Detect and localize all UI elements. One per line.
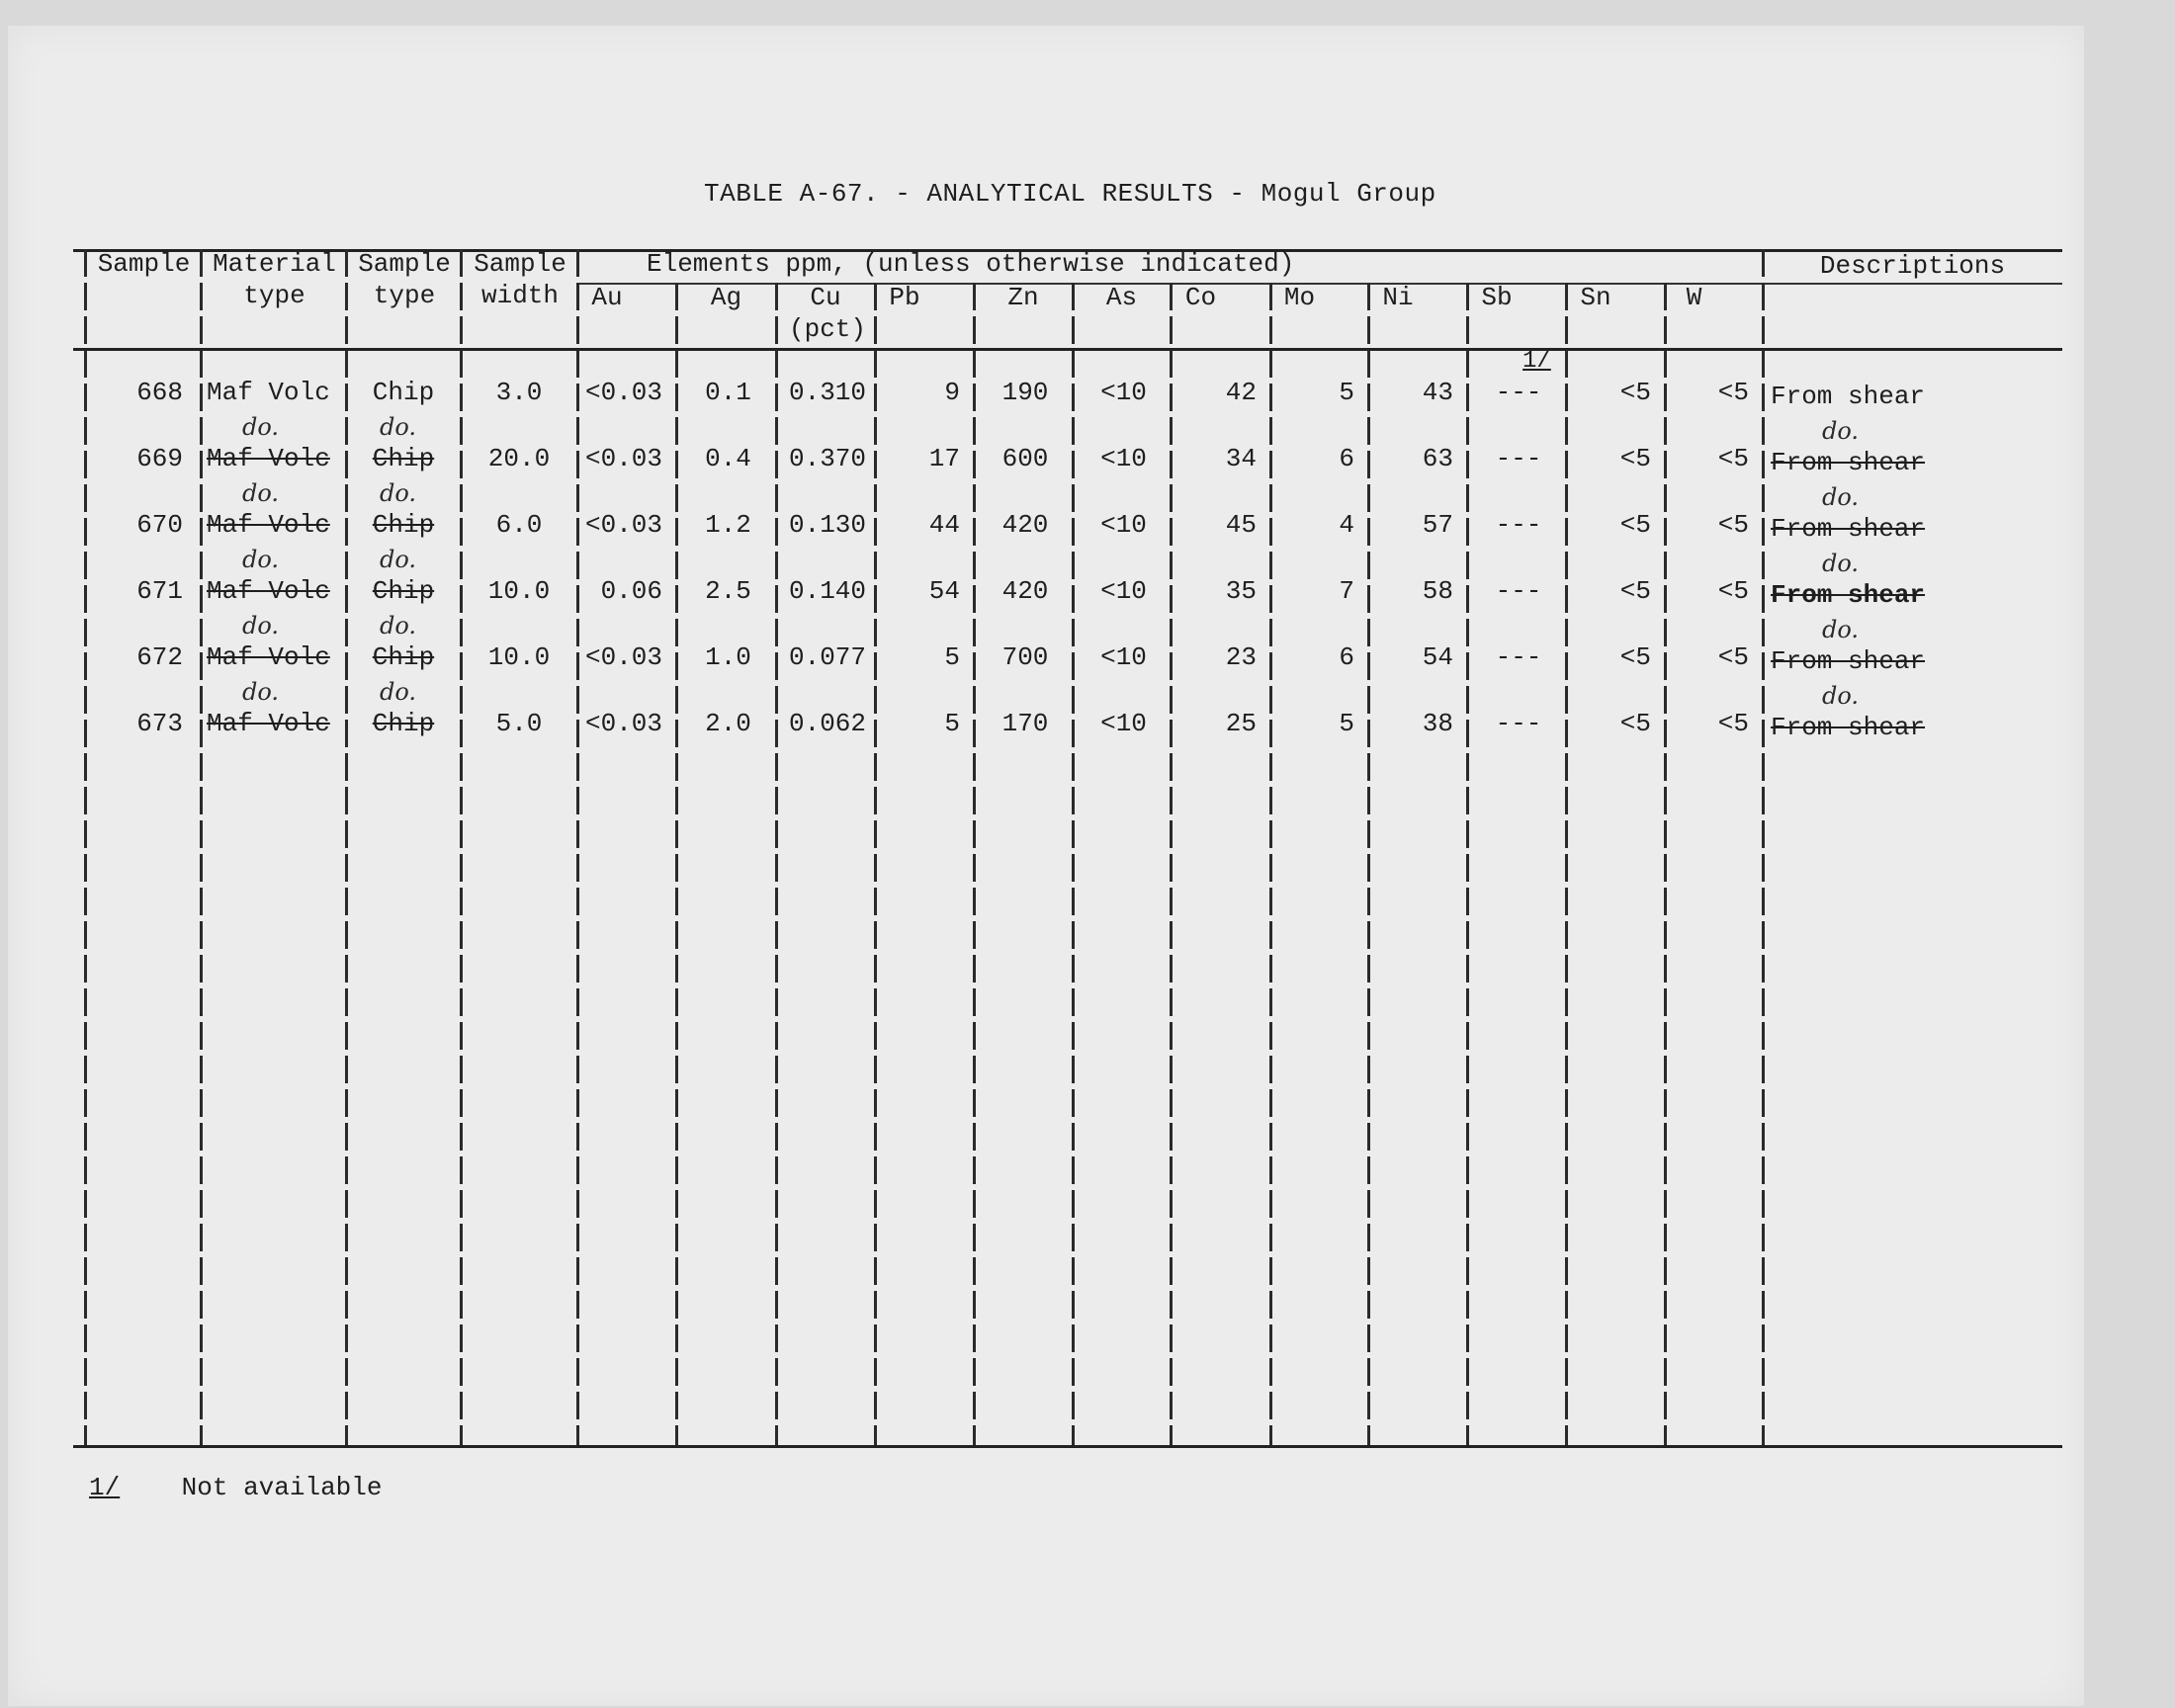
cell-ag: 0.1 <box>705 378 751 407</box>
header-descriptions: Descriptions <box>1819 251 2006 281</box>
column-rule <box>1762 249 1765 1445</box>
cell-as: <10 <box>1100 576 1147 606</box>
ditto-mark: do. <box>380 678 417 706</box>
cell-material-type: Maf Volc <box>207 576 330 606</box>
cell-ag: 2.5 <box>705 576 751 606</box>
cell-pb: 17 <box>928 444 960 473</box>
cell-co: 23 <box>1225 642 1257 672</box>
cell-mo: 6 <box>1339 642 1354 672</box>
cell-sn: <5 <box>1619 444 1651 473</box>
ditto-mark: do. <box>242 546 280 573</box>
cell-zn: 170 <box>1001 709 1049 738</box>
cell-cu: 0.077 <box>788 642 866 672</box>
ditto-mark: do. <box>380 546 417 573</box>
cell-sample-type: Chip <box>372 510 435 540</box>
cell-zn: 190 <box>1001 378 1049 407</box>
cell-sn: <5 <box>1619 642 1651 672</box>
cell-sample-width: 3.0 <box>495 378 543 407</box>
cell-zn: 420 <box>1001 510 1049 540</box>
header-zn: Zn <box>1007 283 1039 312</box>
header-mo: Mo <box>1283 283 1316 312</box>
cell-pb: 44 <box>928 510 960 540</box>
cell-mo: 5 <box>1339 709 1354 738</box>
cell-sb: --- <box>1495 378 1542 407</box>
column-rule <box>460 249 463 1445</box>
cell-description: From shear <box>1771 448 1926 477</box>
cell-ni: 54 <box>1422 642 1453 672</box>
cell-sb: --- <box>1495 510 1542 540</box>
cell-sample: 671 <box>136 576 183 606</box>
cell-zn: 700 <box>1001 642 1049 672</box>
cell-sample-width: 6.0 <box>495 510 543 540</box>
header-material: Material <box>213 249 336 279</box>
cell-ag: 1.0 <box>705 642 751 672</box>
cell-ni: 38 <box>1422 709 1453 738</box>
column-rule <box>1466 283 1469 1445</box>
column-rule <box>675 283 678 1445</box>
cell-sb: --- <box>1495 576 1542 606</box>
column-rule <box>345 249 348 1445</box>
cell-sample: 669 <box>136 444 183 473</box>
cell-mo: 5 <box>1339 378 1354 407</box>
cell-ag: 2.0 <box>705 709 751 738</box>
cell-as: <10 <box>1100 642 1147 672</box>
header-w: W <box>1686 283 1702 312</box>
cell-sb: --- <box>1495 642 1542 672</box>
cell-ni: 63 <box>1422 444 1453 473</box>
cell-au: <0.03 <box>584 444 662 473</box>
cell-pb: 5 <box>944 709 960 738</box>
footnote-mark: 1/ <box>89 1473 121 1502</box>
cell-sample: 670 <box>136 510 183 540</box>
cell-cu: 0.140 <box>788 576 866 606</box>
cell-ag: 1.2 <box>705 510 751 540</box>
cell-sample-width: 10.0 <box>487 642 551 672</box>
cell-sn: <5 <box>1619 378 1651 407</box>
column-rule <box>1367 283 1370 1445</box>
cell-pb: 9 <box>944 378 960 407</box>
cell-au: <0.03 <box>584 378 662 407</box>
cell-co: 45 <box>1225 510 1257 540</box>
cell-cu: 0.062 <box>788 709 866 738</box>
header-cu: Cu <box>810 283 841 312</box>
header-sb: Sb <box>1481 283 1513 312</box>
cell-w: <5 <box>1717 378 1749 407</box>
cell-zn: 600 <box>1001 444 1049 473</box>
header-cu-unit: (pct) <box>788 314 866 344</box>
ditto-mark: do. <box>1822 417 1860 445</box>
cell-as: <10 <box>1100 378 1147 407</box>
header-ag: Ag <box>710 283 742 312</box>
cell-material-type: Maf Volc <box>207 642 330 672</box>
footnote-text: Not available <box>181 1473 383 1502</box>
cell-description: From shear <box>1771 382 1926 411</box>
ditto-mark: do. <box>1822 483 1860 511</box>
cell-sample: 672 <box>136 642 183 672</box>
cell-sample-type: Chip <box>372 576 435 606</box>
column-rule <box>973 283 976 1445</box>
header-sn: Sn <box>1580 283 1611 312</box>
cell-w: <5 <box>1717 642 1749 672</box>
cell-material-type: Maf Volc <box>207 444 330 473</box>
cell-mo: 4 <box>1339 510 1354 540</box>
header-pb: Pb <box>889 283 920 312</box>
cell-sample-type: Chip <box>372 642 435 672</box>
cell-sample-type: Chip <box>372 378 435 407</box>
ditto-mark: do. <box>242 678 280 706</box>
cell-sn: <5 <box>1619 576 1651 606</box>
cell-material-type: Maf Volc <box>207 510 330 540</box>
cell-au: 0.06 <box>600 576 662 606</box>
cell-ni: 43 <box>1422 378 1453 407</box>
cell-material-type: Maf Volc <box>207 709 330 738</box>
cell-pb: 54 <box>928 576 960 606</box>
cell-mo: 7 <box>1339 576 1354 606</box>
header-co: Co <box>1184 283 1217 312</box>
cell-pb: 5 <box>944 642 960 672</box>
cell-as: <10 <box>1100 510 1147 540</box>
cell-zn: 420 <box>1001 576 1049 606</box>
cell-cu: 0.310 <box>788 378 866 407</box>
header-sample-type: Sample <box>358 249 451 279</box>
header-material-type: type <box>243 281 305 310</box>
header-ni: Ni <box>1382 283 1414 312</box>
cell-w: <5 <box>1717 576 1749 606</box>
column-rule <box>576 249 579 1445</box>
cell-sample-width: 10.0 <box>487 576 551 606</box>
column-rule <box>1269 283 1272 1445</box>
cell-co: 42 <box>1225 378 1257 407</box>
cell-sn: <5 <box>1619 709 1651 738</box>
cell-sample: 673 <box>136 709 183 738</box>
column-rule <box>84 249 87 1445</box>
header-elements: Elements ppm, (unless otherwise indicated) <box>647 249 1295 279</box>
table-bottom-rule <box>73 1445 2062 1448</box>
header-sample-width: Sample <box>474 249 566 279</box>
column-rule <box>1664 283 1667 1445</box>
ditto-mark: do. <box>380 479 417 507</box>
cell-sample: 668 <box>136 378 183 407</box>
footnote <box>89 1473 383 1502</box>
header-sample-width-2: width <box>480 281 559 310</box>
cell-ag: 0.4 <box>705 444 751 473</box>
table-title: TABLE A-67. - ANALYTICAL RESULTS - Mogul Group <box>704 179 1436 209</box>
cell-sample-width: 20.0 <box>487 444 551 473</box>
cell-as: <10 <box>1100 444 1147 473</box>
ditto-mark: do. <box>242 413 280 441</box>
cell-au: <0.03 <box>584 510 662 540</box>
cell-w: <5 <box>1717 444 1749 473</box>
cell-description: From shear <box>1771 713 1926 742</box>
cell-co: 34 <box>1225 444 1257 473</box>
cell-sample-type: Chip <box>372 709 435 738</box>
cell-ni: 57 <box>1422 510 1453 540</box>
cell-sb: --- <box>1495 444 1542 473</box>
cell-sn: <5 <box>1619 510 1651 540</box>
cell-description: From shear <box>1771 580 1926 610</box>
cell-au: <0.03 <box>584 642 662 672</box>
cell-w: <5 <box>1717 510 1749 540</box>
cell-au: <0.03 <box>584 709 662 738</box>
cell-co: 35 <box>1225 576 1257 606</box>
cell-sample-width: 5.0 <box>495 709 543 738</box>
header-sample: Sample <box>97 249 191 279</box>
cell-as: <10 <box>1100 709 1147 738</box>
cell-cu: 0.370 <box>788 444 866 473</box>
column-rule <box>200 249 203 1445</box>
ditto-mark: do. <box>242 479 280 507</box>
cell-mo: 6 <box>1339 444 1354 473</box>
ditto-mark: do. <box>380 413 417 441</box>
header-sample-type-2: type <box>373 281 436 310</box>
ditto-mark: do. <box>242 612 280 640</box>
cell-sample-type: Chip <box>372 444 435 473</box>
cell-sb: --- <box>1495 709 1542 738</box>
cell-ni: 58 <box>1422 576 1453 606</box>
header-au: Au <box>591 283 623 312</box>
ditto-mark: do. <box>1822 682 1860 710</box>
cell-description: From shear <box>1771 514 1926 544</box>
ditto-mark: do. <box>380 612 417 640</box>
header-as: As <box>1105 283 1138 312</box>
sb-footnote-mark: 1/ <box>1522 348 1551 375</box>
cell-cu: 0.130 <box>788 510 866 540</box>
cell-co: 25 <box>1225 709 1257 738</box>
descriptions-header-rule <box>1763 283 2062 285</box>
ditto-mark: do. <box>1822 550 1860 577</box>
ditto-mark: do. <box>1822 616 1860 643</box>
cell-material-type: Maf Volc <box>207 378 330 407</box>
cell-description: From shear <box>1771 646 1926 676</box>
cell-w: <5 <box>1717 709 1749 738</box>
